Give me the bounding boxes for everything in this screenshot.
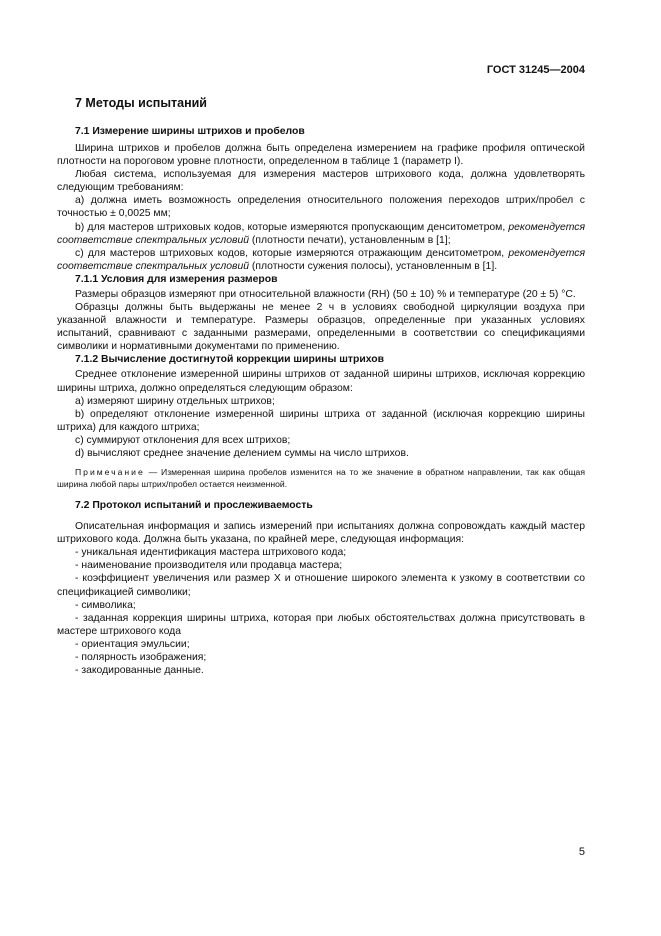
list-item-c	[57, 247, 585, 273]
list-item: - уникальная идентификация мастера штрихового кода;	[75, 547, 347, 559]
list-item: - заданная коррекция ширины штриха, которая при любых обстоятельствах должна присутствовать в мастере штрихового кода	[57, 612, 585, 637]
emphasis-text: рекомендуется соответствие спектральных условий	[57, 247, 585, 272]
standard-number: ГОСТ 31245—2004	[486, 64, 585, 76]
section-7-title: 7 Методы испытаний	[75, 96, 207, 110]
text-run: (плотности сужения полосы), установленным в [1].	[249, 260, 498, 272]
list-item-a: а) должна иметь возможность определения относительного положения переходов штрих/пробел с точностью ± 0,0025 мм;	[57, 195, 585, 220]
text-run: (плотности печати), установленным в [1];	[249, 234, 451, 246]
paragraph: Образцы должны быть выдержаны не менее 2 ч в условиях свободной циркуляции воздуха при указанной влажности и температуре. Размеры образцов, определенные при указанных условиях испытаний, сравнивают с заданными размерами, определенными в соответствии со спецификациями символики и нормативными документами по применению.	[57, 302, 585, 353]
text-run: b) для мастеров штриховых кодов, которые измеряются пропускающим денситометром,	[75, 221, 509, 233]
emphasis-text: рекомендуется соответствие спектральных условий	[57, 221, 585, 246]
note	[57, 467, 585, 490]
list-item-b	[57, 221, 585, 247]
note-text: — Измеренная ширина пробелов изменится на то же значение в обратном направлении, так как общая ширина любой пары штрих/пробел остается неизменной.	[57, 467, 585, 489]
list-item: - ориентация эмульсии;	[75, 638, 190, 650]
list-item: - наименование производителя или продавца мастера;	[75, 560, 343, 572]
list-item: - полярность изображения;	[75, 652, 207, 663]
list-item-a: а) измеряют ширину отдельных штрихов;	[75, 395, 275, 407]
paragraph: Любая система, используемая для измерения мастеров штрихового кода, должна удовлетворять следующим требованиям:	[57, 169, 585, 194]
section-7-1-1-title: 7.1.1 Условия для измерения размеров	[75, 273, 278, 285]
paragraph: Ширина штрихов и пробелов должна быть определена измерением на графике профиля оптической плотности на пороговом уровне плотности, определенном в таблице 1 (параметр I).	[57, 143, 585, 168]
page-number: 5	[578, 846, 585, 858]
section-7-2-title: 7.2 Протокол испытаний и прослеживаемость	[75, 500, 313, 512]
paragraph: Размеры образцов измеряют при относительной влажности (RH) (50 ± 10) % и температуре (20 ± 5) °С.	[75, 288, 576, 300]
list-item-c: c) суммируют отклонения для всех штрихов;	[75, 434, 291, 446]
page-content	[57, 96, 585, 677]
list-item: - коэффициент увеличения или размер Х и отношение широкого элемента к узкому в соответствии со спецификацией символики;	[57, 573, 585, 598]
list-item-b: b) определяют отклонение измеренной ширины штриха от заданной (исключая коррекцию ширины штриха) для каждого штриха;	[57, 408, 585, 433]
list-item: - закодированные данные.	[75, 665, 204, 677]
paragraph: Среднее отклонение измеренной ширины штрихов от заданной ширины штрихов, исключая коррекцию ширины штриха, должно определяться следующим образом:	[57, 369, 585, 394]
list-item-d: d) вычисляют среднее значение делением суммы на число штрихов.	[75, 447, 409, 459]
text-run: c) для мастеров штриховых кодов, которые измеряются отражающим денситометром,	[75, 247, 509, 259]
list-item: - символика;	[75, 599, 136, 611]
note-label: Примечание	[75, 467, 145, 478]
section-7-1-title: 7.1 Измерение ширины штрихов и пробелов	[75, 126, 305, 137]
paragraph: Описательная информация и запись измерений при испытаниях должна сопровождать каждый мастер штрихового кода. Должна быть указана, по крайней мере, следующая информация:	[57, 521, 585, 546]
section-7-1-2-title: 7.1.2 Вычисление достигнутой коррекции ширины штрихов	[75, 354, 384, 366]
spacer	[57, 490, 585, 499]
